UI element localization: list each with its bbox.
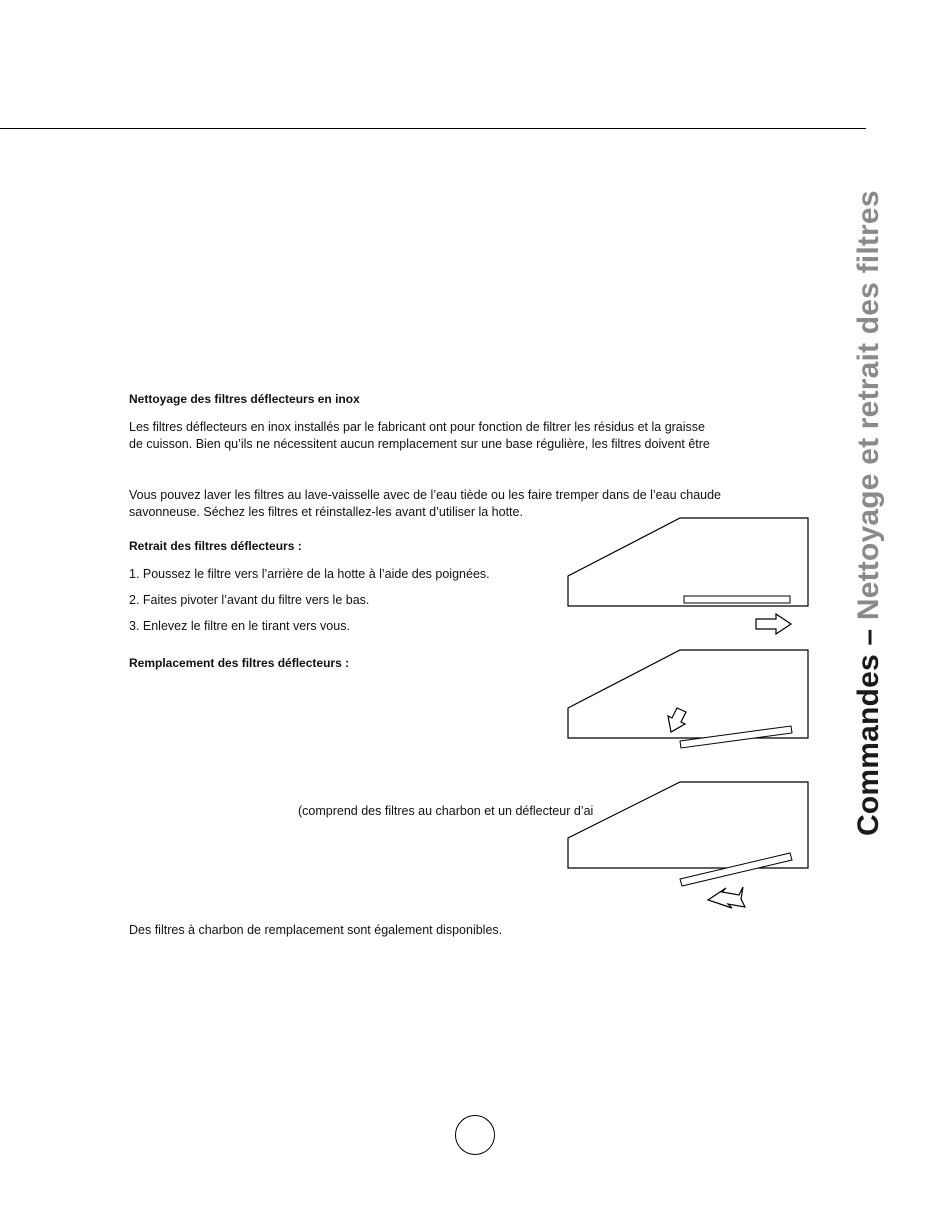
hood-diagram-rotate — [560, 642, 820, 752]
hood-outline — [568, 518, 808, 606]
page-number-circle — [455, 1115, 495, 1155]
replacement-heading: Remplacement des filtres déflecteurs : — [129, 656, 350, 670]
cleaning-para1-line2: de cuisson. Bien qu’ils ne nécessitent aucun remplacement sur une base régulière, les filtres doivent être — [129, 437, 710, 451]
removal-step-1: 1. Poussez le filtre vers l’arrière de la hotte à l’aide des poignées. — [129, 567, 490, 581]
section-title-separator: – — [852, 620, 885, 655]
arrow-right-icon — [756, 614, 791, 634]
cleaning-para2-line2: savonneuse. Séchez les filtres et réinstallez-les avant d’utiliser la hotte. — [129, 505, 523, 519]
section-title-part2: Nettoyage et retrait des filtres — [852, 190, 885, 621]
cleaning-para1-line1: Les filtres déflecteurs en inox installés par le fabricant ont pour fonction de filtrer les résidus et la graisse — [129, 420, 705, 434]
hood-diagram-push — [560, 510, 820, 640]
hood-diagram-pull — [560, 774, 820, 914]
removal-heading: Retrait des filtres déflecteurs : — [129, 539, 302, 553]
header-rule — [0, 128, 866, 129]
removal-step-2: 2. Faites pivoter l’avant du filtre vers le bas. — [129, 593, 370, 607]
removal-step-3: 3. Enlevez le filtre en le tirant vers vous. — [129, 619, 350, 633]
replacement-partial-text: (comprend des filtres au charbon et un déflecteur d’ai — [298, 804, 594, 818]
footer-note: Des filtres à charbon de remplacement sont également disponibles. — [129, 923, 503, 937]
filter-shape — [684, 596, 790, 603]
arrow-left-down-icon — [708, 887, 745, 908]
cleaning-heading: Nettoyage des filtres déflecteurs en inox — [129, 392, 360, 406]
hood-outline — [568, 782, 808, 868]
hood-outline — [568, 650, 808, 738]
cleaning-para2-line1: Vous pouvez laver les filtres au lave-vaisselle avec de l’eau tiède ou les faire tremper dans de l’eau chaude — [129, 488, 722, 502]
section-title-part1: Commandes — [852, 654, 885, 836]
section-title — [853, 190, 885, 836]
